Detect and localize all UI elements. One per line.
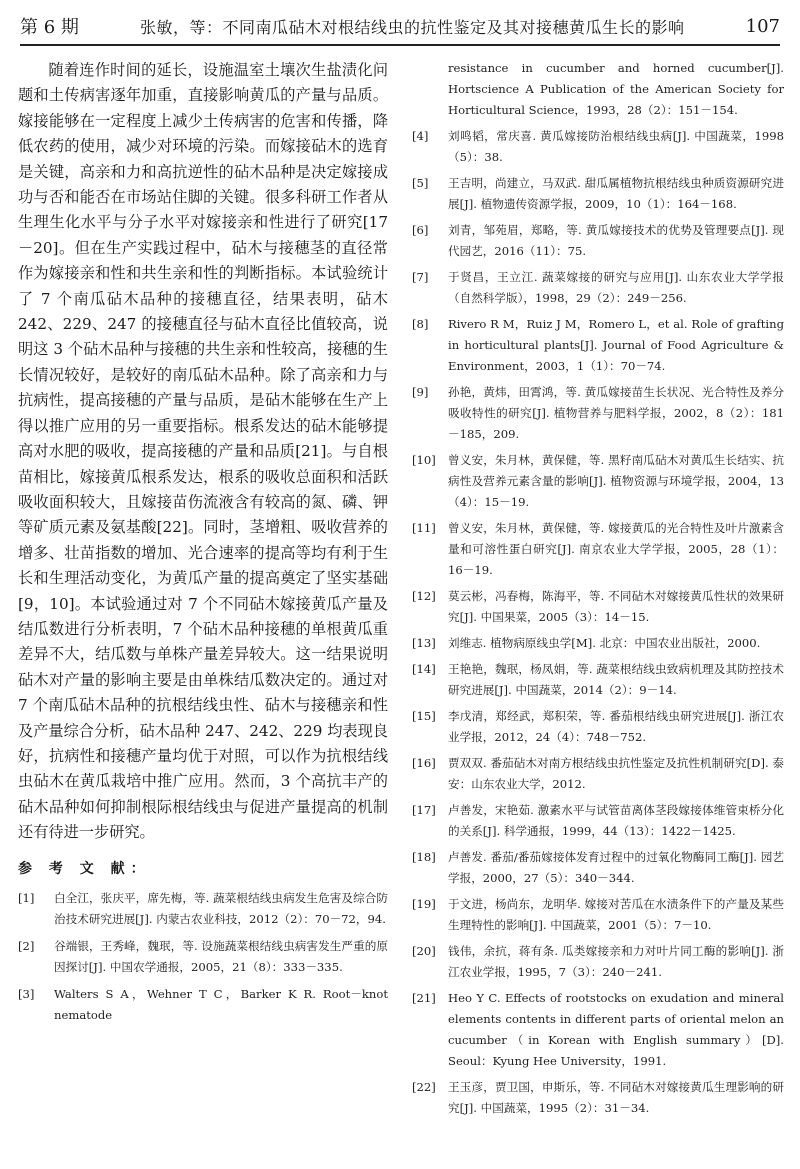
reference-item [412, 659, 784, 701]
issue-label: 第 6 期 [20, 17, 79, 38]
reference-text: 谷端银，王秀峰，魏珉，等. 设施蔬菜根结线虫病害发生严重的原因探讨[J]. 中国农学通报，2005，21（8）：333－335. [54, 938, 388, 974]
reference-item [412, 633, 784, 654]
reference-item [18, 936, 388, 978]
reference-text: resistance in cucumber and horned cucumber[J]. Hortscience A Publication of the American Society for Horticultural Science，1993，28（2）：151－154. [448, 61, 784, 117]
reference-item [412, 988, 784, 1072]
reference-text: Walters S A，Wehner T C，Barker K R. Root－knot nematode [54, 986, 388, 1022]
reference-text: 卢善发. 番茄/番茄嫁接体发育过程中的过氧化物酶同工酶[J]. 园艺学报，2000，27（5）：340－344. [448, 850, 784, 885]
reference-item [18, 984, 388, 1026]
reference-number: [2] [18, 938, 35, 953]
reference-number: [18] [412, 850, 436, 864]
running-title: 张敏，等：不同南瓜砧木对根结线虫的抗性鉴定及其对接穗黄瓜生长的影响 [140, 17, 685, 37]
reference-item [412, 586, 784, 628]
reference-number: [15] [412, 709, 436, 723]
references-list-left [18, 888, 388, 1026]
reference-text: 刘鸣韬，常庆喜. 黄瓜嫁接防治根结线虫病[J]. 中国蔬菜，1998（5）：38. [448, 129, 784, 164]
reference-text: 孙艳，黄炜，田霄鸿，等. 黄瓜嫁接苗生长状况、光合特性及养分吸收特性的研究[J]. 植物营养与肥料学报，2002，8（2）：181－185，209. [448, 385, 784, 441]
reference-number: [6] [412, 223, 429, 237]
reference-text: Heo Y C. Effects of rootstocks on exudation and mineral elements contents in different parts of oriental melon an cucumber（in Korean with English summary）[D]. Seoul：Kyung Hee University，1991. [448, 991, 784, 1068]
reference-item [412, 800, 784, 842]
reference-number: [22] [412, 1080, 436, 1094]
reference-number: [3] [18, 986, 35, 1001]
reference-item [412, 1077, 784, 1119]
reference-item [412, 518, 784, 581]
reference-item [412, 58, 784, 121]
reference-text: 于文进，杨尚东，龙明华. 嫁接对苦瓜在水渍条件下的产量及某些生理特性的影响[J]. 中国蔬菜，2001（5）：7－10. [448, 897, 784, 932]
reference-item [412, 314, 784, 377]
reference-text: Rivero R M，Ruiz J M，Romero L，et al. Role of grafting in horticultural plants[J]. Journal of Food Agriculture & Environment，2003，1（1）：70－74. [448, 317, 784, 373]
reference-text: 王玉彦，贾卫国，申斯乐，等. 不同砧木对嫁接黄瓜生理影响的研究[J]. 中国蔬菜，1995（2）：31－34. [448, 1080, 784, 1115]
left-column [18, 58, 388, 1158]
reference-number: [19] [412, 897, 436, 911]
reference-item [412, 220, 784, 262]
reference-number: [21] [412, 991, 436, 1005]
reference-text: 李戊清，郑经武，郑积荣，等. 番茄根结线虫研究进展[J]. 浙江农业学报，2012，24（4）：748－752. [448, 709, 784, 744]
reference-text: 王艳艳，魏珉，杨凤娟，等. 蔬菜根结线虫致病机理及其防控技术研究进展[J]. 中国蔬菜，2014（2）：9－14. [448, 662, 784, 697]
reference-item [412, 847, 784, 889]
reference-text: 曾义安，朱月林，黄保健，等. 黑籽南瓜砧木对黄瓜生长结实、抗病性及营养元素含量的影响[J]. 植物资源与环境学报，2004，13（4）：15－19. [448, 453, 784, 509]
reference-number: [16] [412, 756, 436, 770]
reference-item [412, 126, 784, 168]
page-number: 107 [745, 15, 780, 37]
reference-number: [20] [412, 944, 436, 958]
reference-number: [7] [412, 270, 429, 284]
reference-text: 曾义安，朱月林，黄保健，等. 嫁接黄瓜的光合特性及叶片激素含量和可溶性蛋白研究[J]. 南京农业大学学报，2005，28（1）：16－19. [448, 521, 784, 577]
reference-number: [9] [412, 385, 429, 399]
reference-number: [14] [412, 662, 436, 676]
reference-text: 王吉明，尚建立，马双武. 甜瓜属植物抗根结线虫种质资源研究进展[J]. 植物遗传资源学报，2009，10（1）：164－168. [448, 176, 784, 211]
reference-number: [1] [18, 890, 35, 905]
reference-number: [8] [412, 317, 429, 331]
discussion-paragraph: 随着连作时间的延长，设施温室土壤次生盐渍化问题和土传病害逐年加重，直接影响黄瓜的产量与品质。嫁接能够在一定程度上减少土传病害的危害和传播，降低农药的使用，减少对环境的污染。而嫁接砧木的选育是关键，高亲和力和高抗逆性的砧木品种是决定嫁接成功与否和能否在市场站住脚的关键。很多科研工作者从生理生化水平与分子水平对嫁接亲和性进行了研究[17－20]。但在生产实践过程中，砧木与接穗茎的直径常作为嫁接亲和性和共生亲和性的判断指标。本试验统计了 7 个南瓜砧木品种的接穗直径，结果表明，砧木 242、229、247 的接穗直径与砧木直径比值较高，说明这 3 个砧木品种与接穗的共生亲和性较高，接穗的生长情况较好，是较好的南瓜砧木品种。除了高亲和力与抗病性，提高接穗的产量与品质，是砧木能够在生产上得以推广应用的另一重要指标。根系发达的砧木能够提高对水肥的吸收，提高接穗的产量和品质[21]。与自根苗相比，嫁接黄瓜根系发达，根系的吸收总面积和活跃吸收面积较大，且嫁接苗伤流液含有较高的氮、磷、钾等矿质元素及氨基酸[22]。同时，茎增粗、吸收营养的增多、壮苗指数的增加、光合速率的提高等均有利于生长和生理活动变化，为黄瓜产量的提高奠定了坚实基础[9，10]。本试验通过对 7 个不同砧木嫁接黄瓜产量及结瓜数进行分析表明，7 个砧木品种接穗的单根黄瓜重差异不大，结瓜数与单株产量差异较大。这一结果说明砧木对产量的影响主要是由单株结瓜数决定的。通过对 7 个南瓜砧木品种的抗根结线虫性、砧木与接穗亲和性及产量综合分析，砧木品种 247、242、229 均表现良好，抗病性和接穗产量均优于对照，可以作为抗根结线虫砧木在黄瓜栽培中推广应用。然而，3 个高抗丰产的砧木品种如何抑制根际根结线虫与促进产量提高的机制还有待进一步研究。 [18, 61, 388, 842]
reference-text: 白全江，张庆平，席先梅，等. 蔬菜根结线虫病发生危害及综合防治技术研究进展[J]. 内蒙古农业科技，2012（2）：70－72，94. [54, 890, 388, 926]
reference-item [412, 753, 784, 795]
reference-number: [12] [412, 589, 436, 603]
right-column [412, 58, 784, 1158]
reference-text: 钱伟，余抗，蒋有条. 瓜类嫁接亲和力对叶片同工酶的影响[J]. 浙江农业学报，1995，7（3）：240－241. [448, 944, 784, 979]
reference-item [412, 382, 784, 445]
reference-item [412, 173, 784, 215]
references-list-right [412, 58, 784, 1119]
reference-text: 卢善发，宋艳茹. 激素水平与试管苗离体茎段嫁接体维管束桥分化的关系[J]. 科学通报，1999，44（13）：1422－1425. [448, 803, 784, 838]
reference-item [18, 888, 388, 930]
reference-text: 刘青，邹苑眉，郑略，等. 黄瓜嫁接技术的优势及管理要点[J]. 现代园艺，2016（11）：75. [448, 223, 784, 258]
page-header [20, 8, 780, 46]
reference-text: 刘维志. 植物病原线虫学[M]. 北京：中国农业出版社，2000. [448, 636, 761, 650]
reference-item [412, 706, 784, 748]
reference-number: [5] [412, 176, 429, 190]
reference-text: 贾双双. 番茄砧木对南方根结线虫抗性鉴定及抗性机制研究[D]. 泰安：山东农业大学，2012. [448, 756, 784, 791]
reference-text: 于贤昌，王立江. 蔬菜嫁接的研究与应用[J]. 山东农业大学学报（自然科学版），1998，29（2）：249－256. [448, 270, 784, 305]
reference-item [412, 267, 784, 309]
reference-item [412, 894, 784, 936]
reference-item [412, 450, 784, 513]
reference-number: [13] [412, 636, 436, 650]
reference-number: [10] [412, 453, 436, 467]
reference-item [412, 941, 784, 983]
reference-number: [17] [412, 803, 436, 817]
reference-number: [11] [412, 521, 436, 535]
reference-number: [4] [412, 129, 429, 143]
reference-text: 莫云彬，冯春梅，陈海平，等. 不同砧木对嫁接黄瓜性状的效果研究[J]. 中国果菜，2005（3）：14－15. [448, 589, 784, 624]
references-heading: 参 考 文 献： [18, 860, 151, 877]
